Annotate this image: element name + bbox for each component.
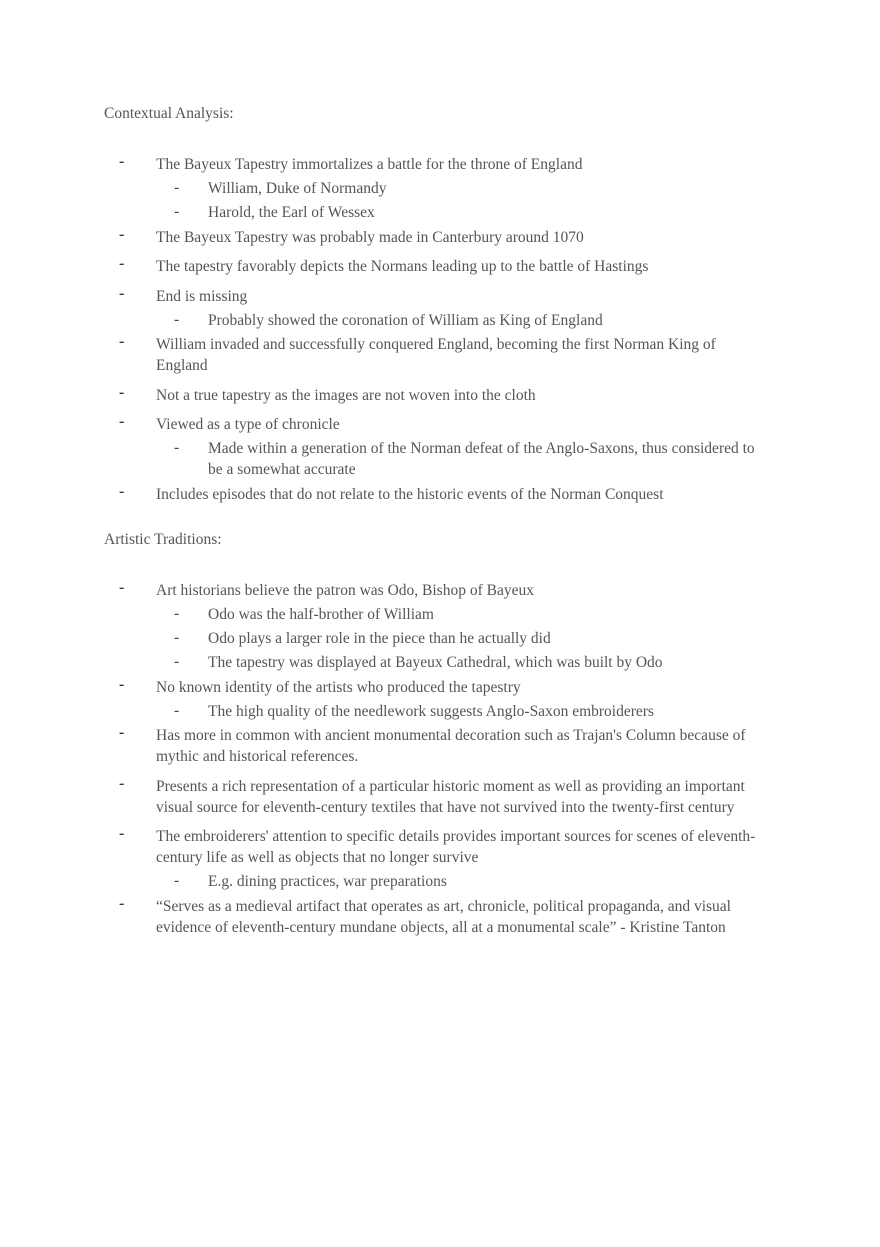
bullet-item	[0, 154, 771, 223]
bullet-text: - Has more in common with ancient monumental decoration such as Trajan's Column because of mythic and historical references.	[156, 727, 746, 765]
bullet-item	[0, 334, 771, 376]
sub-bullet-list	[0, 310, 771, 331]
sub-bullet-item: - Made within a generation of the Norman defeat of the Anglo-Saxons, thus considered to be a somewhat accurate	[0, 438, 773, 480]
bullet-item	[0, 677, 771, 722]
bullet-item	[0, 414, 771, 480]
bullet-item	[0, 896, 771, 938]
sub-bullet-list	[0, 604, 771, 673]
bullet-text: - The Bayeux Tapestry immortalizes a battle for the throne of England	[156, 156, 583, 173]
bullet-item	[0, 725, 771, 767]
bullet-text: - Presents a rich representation of a particular historic moment as well as providing an important visual source for eleventh-century textiles that have not survived into the twenty-first century	[156, 777, 745, 816]
bullet-text: - Includes episodes that do not relate to the historic events of the Norman Conquest	[156, 485, 664, 503]
artistic-traditions-list	[0, 580, 880, 946]
bullet-item	[0, 256, 771, 277]
bullet-text: - Not a true tapestry as the images are not woven into the cloth	[156, 386, 536, 404]
bullet-item	[0, 826, 771, 892]
contextual-analysis-list	[0, 154, 880, 513]
sub-bullet-item: - The tapestry was displayed at Bayeux Cathedral, which was built by Odo	[0, 652, 773, 673]
section-heading-artistic-traditions: Artistic Traditions:	[104, 531, 222, 548]
sub-bullet-list	[0, 701, 771, 722]
sub-bullet-item: - Odo plays a larger role in the piece than he actually did	[0, 628, 773, 649]
sub-bullet-item: - Harold, the Earl of Wessex	[0, 202, 773, 223]
bullet-text: - No known identity of the artists who produced the tapestry	[156, 678, 521, 696]
bullet-text: - “Serves as a medieval artifact that operates as art, chronicle, political propaganda, and visual evidence of eleventh-century mundane objects, all at a monumental scale” - Kristine Tanton	[156, 897, 731, 936]
bullet-text: - The embroiderers' attention to specific details provides important sources for scenes of eleventh-century life as well as objects that no longer survive	[156, 828, 756, 866]
bullet-item	[0, 580, 771, 673]
bullet-item	[0, 227, 771, 248]
bullet-text: - The Bayeux Tapestry was probably made in Canterbury around 1070	[156, 228, 584, 246]
sub-bullet-item: - Probably showed the coronation of William as King of England	[0, 310, 773, 331]
sub-bullet-item: - Odo was the half-brother of William	[0, 604, 773, 625]
sub-bullet-list	[0, 871, 771, 892]
sub-bullet-item: - E.g. dining practices, war preparations	[0, 871, 773, 892]
bullet-item	[0, 286, 771, 331]
bullet-text: - The tapestry favorably depicts the Normans leading up to the battle of Hastings	[156, 258, 649, 275]
bullet-item	[0, 776, 771, 818]
bullet-text: - Viewed as a type of chronicle	[156, 416, 340, 433]
bullet-text: - Art historians believe the patron was Odo, Bishop of Bayeux	[156, 582, 534, 599]
sub-bullet-list	[0, 438, 771, 480]
bullet-text: - End is missing	[156, 287, 248, 305]
section-heading-contextual-analysis: Contextual Analysis:	[104, 105, 234, 122]
bullet-item	[0, 385, 771, 406]
bullet-item	[0, 484, 771, 505]
sub-bullet-list	[0, 178, 771, 223]
sub-bullet-item: - The high quality of the needlework suggests Anglo-Saxon embroiderers	[0, 701, 773, 722]
sub-bullet-item: - William, Duke of Normandy	[0, 178, 773, 199]
bullet-text: - William invaded and successfully conquered England, becoming the first Norman King of England	[156, 336, 716, 374]
